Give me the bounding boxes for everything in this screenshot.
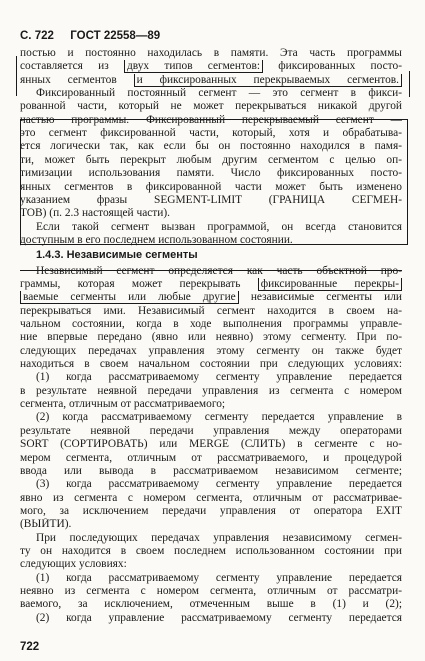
- text-line: [36, 478, 402, 491]
- text-run: доступным в его последнем использованном состоянии.: [20, 233, 293, 246]
- text-line: [20, 492, 402, 505]
- text-run: янных сегментов: [20, 73, 117, 86]
- text-run: ввода или вывода в рассматриваемом независимом сегменте;: [20, 464, 402, 477]
- text-run: следующих передачах управления этому сегменту он также будет: [20, 344, 402, 357]
- text-line: [20, 100, 402, 113]
- boxed-insertion: и фиксированных перекрываемых сегментов.: [134, 74, 402, 87]
- text-line: [20, 505, 402, 518]
- text-run: результате неявной передачи управления между операторами: [20, 424, 402, 437]
- text-line: [20, 465, 402, 478]
- page-folio: 722: [20, 641, 40, 653]
- text-run: частью программы.: [20, 113, 130, 126]
- text-run: фиксированных посто-: [278, 60, 402, 73]
- text-run: это сегмент фиксированной части, который, хотя и обрабатыва-: [20, 127, 402, 140]
- text-run: При последующих передачах управления независимому сегмен-: [36, 531, 402, 544]
- revision-box-definition: [20, 119, 408, 245]
- text-run: ти, может быть перекрыт любым другим сегментом с целью оп-: [20, 153, 402, 166]
- text-run: Фиксированный перекрываемый сегмент —: [145, 113, 402, 126]
- text-run: (1) когда рассматриваемому сегменту управление передается: [36, 571, 402, 584]
- page-header: [20, 30, 160, 42]
- text-run: составляется из: [20, 60, 109, 73]
- text-line: [36, 572, 402, 585]
- text-run: следующих условиях:: [20, 558, 127, 571]
- text-line: [36, 411, 402, 424]
- text-run: постью и постоянно находилась в памяти.: [20, 47, 269, 59]
- standard-code: ГОСТ 22558—89: [70, 30, 161, 42]
- text-run: ваемого, за исключением, отмеченным выше в (1) и (2);: [20, 598, 402, 611]
- text-run: явно из сегмента с номером сегмента, отличным от рассматривае-: [20, 491, 402, 504]
- text-run: (1) когда рассматриваемому сегменту управление передается: [36, 371, 402, 384]
- text-line: [20, 291, 402, 304]
- text-run: программы: [346, 47, 402, 59]
- text-line: [20, 545, 402, 558]
- text-run: неявно из сегмента с номером сегмента, отличным от рассматри-: [20, 585, 402, 597]
- text-line: [20, 398, 402, 411]
- page-number: С. 722: [20, 30, 54, 42]
- text-run: янных сегментов в фиксированной части может быть изменено: [20, 180, 402, 193]
- text-run: часть: [309, 47, 336, 59]
- text-run: рованной части, который не может перекрываться никакой другой: [20, 100, 402, 113]
- text-line: [20, 598, 402, 611]
- text-run: Эта: [279, 47, 298, 59]
- text-line: [20, 425, 402, 438]
- text-run: ется логически так, как если бы он постоянно находился в памя-: [20, 140, 402, 153]
- text-line: [20, 518, 402, 531]
- text-line: [36, 265, 402, 278]
- text-line: [20, 305, 402, 318]
- text-line: [20, 558, 402, 571]
- text-line: [20, 585, 402, 598]
- text-run: ТОВ) (п. 2.3 настоящей части).: [20, 207, 171, 220]
- text-run: в результате неявной передачи управления из сегмента с номером: [20, 384, 402, 397]
- text-line: [36, 371, 402, 384]
- text-line: [20, 318, 402, 331]
- text-line: [36, 532, 402, 545]
- text-line: [20, 60, 402, 73]
- text-run: Независимый сегмент определяется как часть объектной про-: [36, 264, 402, 277]
- revision-rule: [20, 270, 402, 271]
- text-run: мером сегмента, отличным от рассматриваемого, и процедурой: [20, 451, 402, 464]
- section-heading: 1.4.3. Независимые сегменты: [36, 249, 198, 262]
- text-line: [20, 278, 402, 291]
- text-run: указанием фразы SEGMENT-LIMIT (ГРАНИЦА СЕГМЕН-: [20, 193, 402, 206]
- text-line: [20, 358, 402, 371]
- boxed-insertion: двух типов сегментов:: [124, 60, 263, 73]
- text-run: находиться в своем начальном состоянии при следующих условиях:: [20, 358, 402, 371]
- text-run: независимые сегменты или: [250, 291, 402, 304]
- text-line: [20, 452, 402, 465]
- text-line: [20, 47, 402, 60]
- text-run: ние впервые передано (явно или неявно) этому сегменту. При по-: [20, 331, 402, 344]
- text-run: (3) когда рассматриваемому сегменту управление передается: [36, 478, 402, 491]
- text-run: тимизации использования памяти. Число фиксированных посто-: [20, 167, 402, 180]
- text-run: (ВЫЙТИ).: [20, 518, 72, 531]
- revision-bar-left: [16, 56, 17, 96]
- text-line: [20, 438, 402, 451]
- text-run: (2) когда рассматриваемому сегменту передается управление в: [36, 411, 402, 424]
- text-line: [36, 612, 402, 625]
- boxed-insertion: фиксированные перекры-: [258, 278, 402, 291]
- text-line: [20, 385, 402, 398]
- text-run: Если такой сегмент вызван программой, он всегда становится: [36, 220, 402, 233]
- text-run: ту он находится в своем последнем использованном состоянии при: [20, 544, 402, 557]
- boxed-insertion: ваемые сегменты или любые другие: [20, 291, 239, 304]
- text-line: [36, 87, 402, 100]
- text-run: мого, за исключением передачи управления от оператора EXIT: [20, 504, 402, 517]
- text-run: SORT (СОРТИРОВАТЬ) или MERGE (СЛИТЬ) в сегменте с но-: [20, 438, 402, 451]
- text-line: [20, 331, 402, 344]
- text-run: Фиксированный постоянный сегмент — это сегмент в фикси-: [36, 87, 402, 100]
- revision-bar-right: [409, 71, 410, 97]
- text-run: сегмента, отличным от рассматриваемого;: [20, 398, 226, 411]
- text-run: чальном состоянии, когда в ходе выполнения программы управле-: [20, 318, 402, 330]
- text-line: [20, 345, 402, 358]
- text-run: граммы, которая может перекрывать: [20, 277, 241, 290]
- text-line: [20, 74, 402, 87]
- text-run: (2) когда управление рассматриваемому сегменту передается: [36, 611, 402, 624]
- text-run: перекрываться ими. Независимый сегмент находится в своем на-: [20, 304, 402, 317]
